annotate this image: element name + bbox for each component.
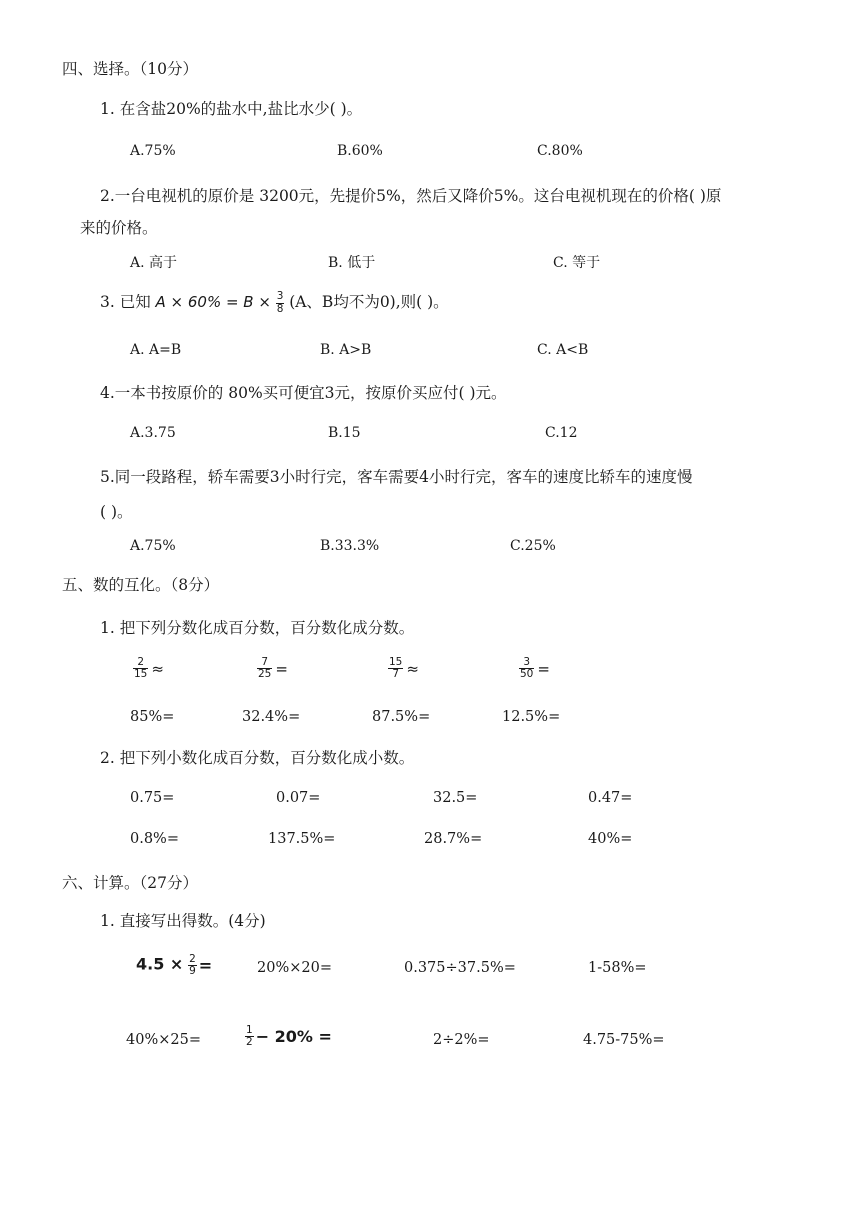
q4-2-option-a: A. 高于 <box>130 255 178 271</box>
q4-1-option-a: A.75% <box>130 143 176 159</box>
fraction <box>133 657 148 680</box>
calc-item: 40%×25= <box>126 1032 201 1048</box>
equals-symbol: = <box>275 659 288 678</box>
frac-num: 7 <box>257 657 272 669</box>
q4-3-suffix: (A、B均不为0),则( )。 <box>289 293 449 311</box>
decimal-item: 137.5%= <box>268 831 336 847</box>
fraction-item <box>257 657 288 680</box>
decimal-item: 32.5= <box>433 790 478 806</box>
frac-num: 2 <box>133 657 148 669</box>
fraction-item <box>133 657 164 680</box>
calc-item: 0.375÷37.5%= <box>404 960 516 976</box>
q4-5-option-b: B.33.3% <box>320 538 380 554</box>
q4-4-option-c: C.12 <box>545 425 578 441</box>
q5-1-text: 1. 把下列分数化成百分数，百分数化成分数。 <box>100 619 415 637</box>
fraction <box>188 954 197 977</box>
fraction <box>245 1025 254 1048</box>
decimal-item: 0.8%= <box>130 831 179 847</box>
frac-den: 50 <box>520 668 534 681</box>
q4-2-line1: 2.一台电视机的原价是 3200元，先提价5%，然后又降价5%。这台电视机现在的价格( )原 <box>100 187 722 205</box>
q4-3-option-b: B. A>B <box>320 342 372 358</box>
section-6-title: 六、计算。（27分） <box>62 874 198 892</box>
frac-den: 2 <box>246 1036 253 1049</box>
percent-item: 85%= <box>130 709 175 725</box>
q4-3-prefix: 3. 已知 <box>100 293 151 311</box>
q4-4-text: 4.一本书按原价的 80%买可便宜3元，按原价买应付( )元。 <box>100 384 507 402</box>
section-5-title: 五、数的互化。（8分） <box>62 576 220 594</box>
frac-den: 7 <box>392 668 400 681</box>
percent-item: 12.5%= <box>502 709 561 725</box>
q4-3-equation: A × 60% = B × <box>155 293 271 311</box>
calc-item: 20%×20= <box>257 960 332 976</box>
decimal-item: 28.7%= <box>424 831 483 847</box>
approx-symbol: ≈ <box>406 659 419 678</box>
q4-2-option-c: C. 等于 <box>553 255 601 271</box>
q4-4-option-b: B.15 <box>328 425 361 441</box>
q4-5-option-a: A.75% <box>130 538 176 554</box>
calc-item: 4.75-75%= <box>583 1032 665 1048</box>
calc-item: 1-58%= <box>588 960 647 976</box>
q4-2-line2: 来的价格。 <box>80 219 158 237</box>
calc-item <box>245 1025 332 1048</box>
frac-num: 3 <box>519 657 534 669</box>
q4-1-option-b: B.60% <box>337 143 383 159</box>
q4-3-frac-den: 8 <box>276 302 284 315</box>
q6-1-text: 1. 直接写出得数。(4分) <box>100 912 266 930</box>
q4-5-option-c: C.25% <box>510 538 556 554</box>
calc-expression: − 20% = <box>255 1027 332 1047</box>
equals-symbol: = <box>198 956 213 976</box>
decimal-item: 40%= <box>588 831 633 847</box>
calc-item: 2÷2%= <box>433 1032 490 1048</box>
q4-3-line <box>100 290 449 315</box>
q4-1-text: 1. 在含盐20%的盐水中,盐比水少( )。 <box>100 100 363 118</box>
calc-expression: 4.5 × <box>136 954 184 974</box>
section-4-title: 四、选择。（10分） <box>62 60 198 78</box>
decimal-item: 0.47= <box>588 790 633 806</box>
q4-5-line2: ( )。 <box>100 503 133 521</box>
frac-num: 2 <box>189 953 196 965</box>
fraction <box>388 657 403 680</box>
decimal-item: 0.75= <box>130 790 175 806</box>
q5-2-text: 2. 把下列小数化成百分数，百分数化成小数。 <box>100 749 415 767</box>
calc-item <box>136 954 212 977</box>
q4-3-fraction <box>276 291 285 314</box>
frac-den: 15 <box>134 668 148 681</box>
equals-symbol: = <box>537 659 550 678</box>
frac-num: 15 <box>389 656 403 668</box>
decimal-item: 0.07= <box>276 790 321 806</box>
q4-3-option-c: C. A<B <box>537 342 589 358</box>
percent-item: 87.5%= <box>372 709 431 725</box>
fraction <box>257 657 272 680</box>
fraction-item <box>388 657 419 680</box>
q4-2-option-b: B. 低于 <box>328 255 376 271</box>
q4-1-option-c: C.80% <box>537 143 583 159</box>
q4-4-option-a: A.3.75 <box>130 425 176 441</box>
approx-symbol: ≈ <box>151 659 164 678</box>
fraction-item <box>519 657 550 680</box>
q4-3-frac-num: 3 <box>276 290 284 303</box>
fraction <box>519 657 534 680</box>
frac-num: 1 <box>246 1024 253 1036</box>
percent-item: 32.4%= <box>242 709 301 725</box>
frac-den: 25 <box>258 668 272 681</box>
frac-den: 9 <box>189 965 196 978</box>
q4-5-line1: 5.同一段路程，轿车需要3小时行完，客车需要4小时行完，客车的速度比轿车的速度慢 <box>100 468 693 486</box>
q4-3-option-a: A. A=B <box>130 342 182 358</box>
